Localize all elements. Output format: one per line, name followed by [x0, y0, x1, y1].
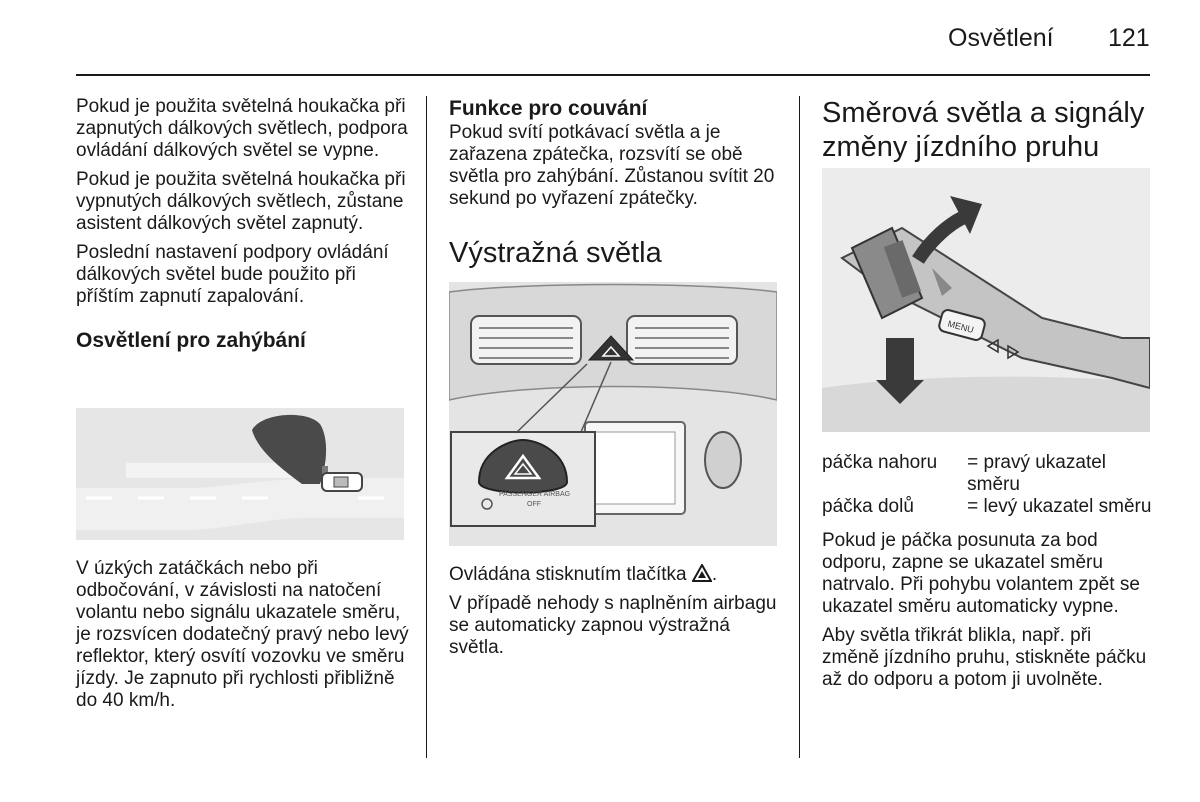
heading-turn-signals: Směrová světla a signály změny jízdního pruhu: [822, 97, 1145, 163]
hazard-operation-period: .: [711, 564, 718, 585]
page-section-title: Osvětlení: [948, 24, 1054, 52]
definition-value: = levý ukazatel směru: [967, 496, 1152, 517]
hazard-button-illustration: [449, 282, 777, 546]
heading-cornering-light: Osvětlení pro zahýbání: [76, 329, 306, 352]
definition-value: = pravý ukazatel směru: [967, 452, 1107, 495]
paragraph-cornering-description: V úzkých zatáčkách nebo při odbočování, v závislosti na natočení volantu nebo signálu ukazatele směru, je rozsvícen dodatečný pravý nebo levý reflektor, který osvítí vozovku ve směru jízdy. Je zapnuto při rychlosti přibližně do 40 km/h.: [76, 558, 409, 711]
column-divider-1: [426, 96, 427, 758]
turn-signal-lever-illustration: [822, 168, 1150, 432]
heading-hazard-lights: Výstražná světla: [449, 237, 662, 269]
paragraph-last-setting: Poslední nastavení podpory ovládání dálkových světel bude použito při příštím zapnutí zapalování.: [76, 242, 389, 307]
column-1: [76, 96, 412, 354]
lever-definitions: [822, 452, 1152, 518]
header-rule: [76, 74, 1150, 76]
paragraph-lane-change: Aby světla třikrát blikla, např. při změně jízdního pruhu, stiskněte páčku až do odporu a potom ji uvolněte.: [822, 625, 1147, 690]
paragraph-reverse-function: Pokud svítí potkávací světla a je zařazena zpátečka, rozsvítí se obě světla pro zahýbání. Zůstanou svítit 20 sekund po vyřazení zpátečky.: [449, 122, 775, 209]
column-2: [449, 96, 785, 270]
column-divider-2: [799, 96, 800, 758]
figure-cornering-light: [76, 408, 404, 540]
paragraph-turn-signal-permanent: Pokud je páčka posunuta za bod odporu, zapne se ukazatel směru natrvalo. Při pohybu volantem zpět se ukazatel směru automaticky vypne.: [822, 530, 1140, 617]
column-1-lower: [76, 558, 412, 719]
paragraph-hazard-airbag: V případě nehody s naplněním airbagu se automaticky zapnou výstražná světla.: [449, 593, 777, 658]
hazard-triangle-icon: [692, 564, 712, 582]
panel-label-off: OFF: [527, 501, 541, 508]
lever-menu-label: MENU: [946, 318, 975, 335]
column-3-lower: [822, 452, 1152, 698]
definition-row: [822, 496, 1152, 518]
paragraph-flash-high-beam-on: Pokud je použita světelná houkačka při zapnutých dálkových světlech, podpora ovládání dálkových světel se vypne.: [76, 96, 408, 161]
paragraph-flash-high-beam-off: Pokud je použita světelná houkačka při vypnutých dálkových světlech, zůstane asistent dálkových světel zapnutý.: [76, 169, 406, 234]
panel-label: PASSENGER AIRBAG: [499, 491, 571, 498]
definition-term: páčka nahoru: [822, 452, 938, 473]
page-number: 121: [1108, 24, 1150, 52]
column-2-lower: [449, 564, 785, 666]
cornering-light-illustration: [76, 408, 404, 540]
heading-reverse-function: Funkce pro couvání: [449, 97, 648, 120]
figure-turn-signal-lever: [822, 168, 1150, 432]
paragraph-hazard-operation: [449, 564, 785, 586]
column-3: [822, 96, 1152, 164]
hazard-operation-text: Ovládána stisknutím tlačítka: [449, 564, 687, 585]
definition-row: [822, 452, 1152, 496]
figure-hazard-button: [449, 282, 777, 546]
definition-term: páčka dolů: [822, 496, 914, 517]
